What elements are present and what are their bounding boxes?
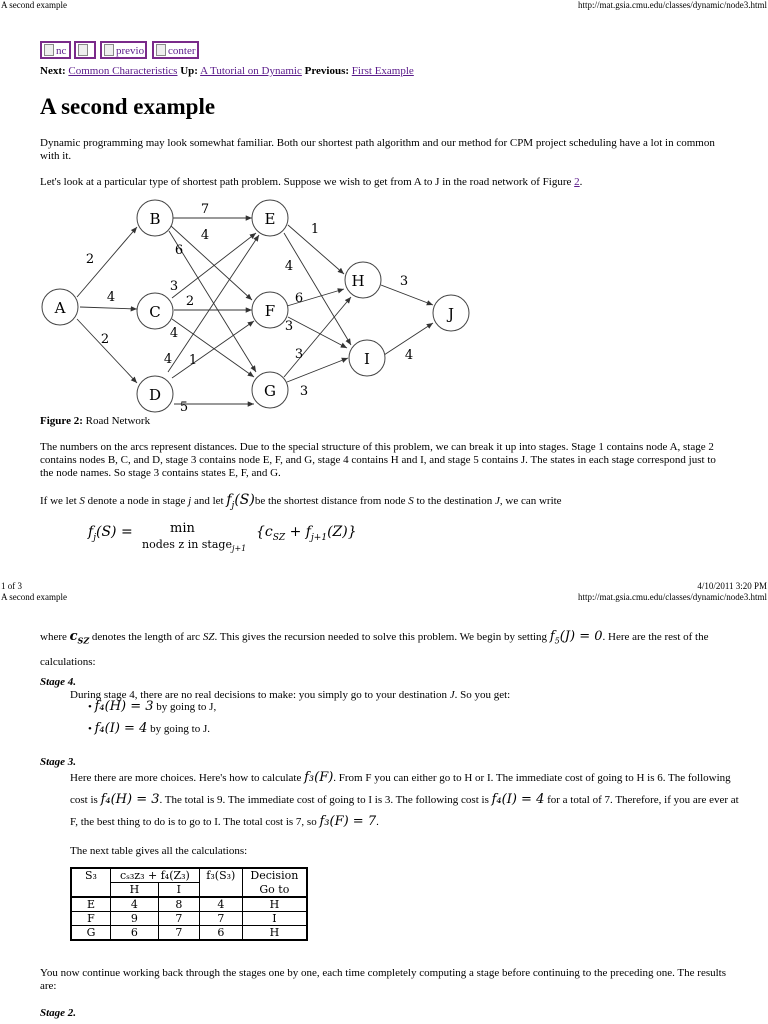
weight-e-h: 1 [310,222,320,237]
node-b-label: B [149,210,161,228]
weight-d-f: 1 [188,353,198,368]
figure-link[interactable]: 2 [574,176,580,188]
where-text-b: denotes the length of arc [89,631,203,643]
cell-h: 9 [111,912,159,926]
stage4-item-2-text: by going to J. [150,723,210,735]
stage3-text-2: . From F you can either go to H or I. The immediate cost of going to H is 6. The following cost is [70,772,731,806]
node-h-label: H [351,272,365,290]
cell-decision: H [242,926,307,941]
broken-image-icon [78,44,88,56]
formula-rhs-f: + f [289,524,311,540]
formula-rhs: $\{c_{SZ} + f_{j+1}(Z)\}$ [256,524,357,543]
node-c-label: C [149,303,161,321]
node-a-label: A [54,299,66,317]
stage3-math-3: f₄(I) = 4 [491,792,545,807]
stage4-item-2-math: f₄(I) = 4 [94,721,148,736]
fj-s-f: f [226,492,232,508]
weight-i-j: 4 [404,348,414,363]
print-header-title: A second example [1,0,67,10]
arc-a-c [80,307,137,309]
where-text-c: . This gives the recursion needed to solve this problem. We begin by setting [214,631,550,643]
where-text-d: . Here are the rest of the calculations: [40,631,709,668]
road-network-figure [40,195,480,415]
th-f3: f₃(S₃) [199,868,242,883]
th-s3: S₃ [71,868,111,883]
f5-f: f [549,629,555,644]
weight-c-e: 3 [169,279,179,294]
where-paragraph [40,627,730,672]
previous-link[interactable]: First Example [351,65,414,77]
stages-paragraph: The numbers on the arcs represent distances. Due to the special structure of this problem, we can break it up into stages. Stage 1 contains node A, stage 2 contains nodes B, C, and D, stage 3 contains node E, F, and G, stage 4 contains H and I, and stage 5 contains J. The states in each stage correspond just to the node names. So stage 3 contains states E, F, and G. [40,441,716,479]
broken-image-icon [104,44,114,56]
if-we-let-text-f: , we can write [499,495,562,507]
th-sub-i: I [158,883,199,898]
formula-rhs-z: (Z)} [327,524,357,540]
stage3-math-4: f₃(F) = 7 [319,814,377,829]
node-d-label: D [148,386,162,404]
lets-look-paragraph [40,176,730,189]
lets-look-end: . [579,176,583,188]
next-nav-button[interactable] [40,41,71,59]
stage4-item-1-text: by going to J, [156,701,217,713]
if-we-let-text-a: If we let [40,495,80,507]
weight-g-i: 3 [299,384,309,399]
contents-nav-button[interactable] [152,41,199,59]
recursion-formula: $f_j(S)$ = [88,524,133,543]
weight-h-j: 3 [399,274,409,289]
var-sz: SZ [202,631,215,643]
stage3-heading: Stage 3. [40,756,77,768]
broken-image-icon [44,44,54,56]
weight-e-i: 4 [284,259,294,274]
stage3-math-2: f₄(H) = 3 [100,792,160,807]
up-nav-button[interactable] [74,41,96,59]
csz-c: c [69,629,78,644]
page-title: A second example [40,94,216,119]
intro-paragraph: Dynamic programming may look somewhat familiar. Both our shortest path algorithm and our method for CPM project scheduling have a lot in common with it. [40,137,715,162]
figure-caption [40,415,150,428]
weight-d-g: 5 [179,400,189,415]
weight-b-g: 6 [174,243,184,258]
stage2-heading: Stage 2. [40,1007,77,1019]
stage3-table [70,867,308,941]
table-row [71,912,307,926]
th-cost: cₛ₃z₃ + f₄(Z₃) [111,868,200,883]
table-intro: The next table gives all the calculations: [70,845,248,857]
if-we-let-text-c: and let [191,495,227,507]
stage4-item-2: • f₄(I) = 4 by going to J. [88,721,210,736]
formula-rhs-c: {c [256,524,273,540]
cell-i: 7 [158,912,199,926]
weight-f-h: 6 [294,291,304,306]
stage4-var-j: J [449,689,455,701]
broken-image-icon [156,44,166,56]
weight-c-g: 4 [169,326,179,341]
lets-look-text: Let's look at a particular type of shortest path problem. Suppose we wish to get from A to J in the road network of Figure [40,176,575,188]
stage3-text-5: . [376,816,379,828]
cell-h: 6 [111,926,159,941]
stage4-item-1-math: f₄(H) = 3 [94,699,154,714]
node-f-label: F [264,302,276,320]
csz-math: $c_{SZ}$ [69,629,90,646]
node-g-label: G [264,382,276,400]
next-nav-button-text: nc [56,45,67,57]
weight-a-c: 4 [106,290,116,305]
formula-f: f [88,524,94,540]
stage3-text-4: for a total of 7. Therefore, if you are ever at F, the best thing to do is to go to I. The total cost is 7, so [70,794,739,828]
cell-i: 7 [158,926,199,941]
stage4-item-1: • f₄(H) = 3 by going to J, [88,699,217,714]
up-label: Up: [180,65,198,77]
fj-s-math: $f_j(S)$ [226,492,255,511]
cell-h: 4 [111,897,159,912]
cell-i: 8 [158,897,199,912]
arc-a-d [77,319,137,383]
stage3-text-3: . The total is 9. The immediate cost of going to I is 3. The following cost is [159,794,489,806]
th-s3-sub [71,883,111,898]
print-footer-date: 4/10/2011 3:20 PM [697,581,767,591]
contents-nav-button-text: conter [168,45,196,57]
formula-under: nodes z in stage$_{j+1}$ [142,538,247,554]
th-f3-sub [199,883,242,898]
stage3-math-1: f₃(F) [304,770,334,785]
th-sub-h: H [111,883,159,898]
if-we-let-text-d: be the shortest distance from node [254,495,409,507]
node-e-label: E [264,210,276,228]
table-row [71,926,307,941]
continue-paragraph: You now continue working back through the stages one by one, each time completely computing a stage before continuing to the preceding one. The results are: [40,967,727,992]
th-goto: Go to [242,883,307,898]
previous-nav-button[interactable] [100,41,147,59]
var-j: j [188,495,192,507]
cell-decision: H [242,897,307,912]
cell-decision: I [242,912,307,926]
cell-f: 6 [199,926,242,941]
cell-f: 4 [199,897,242,912]
previous-label: Previous: [304,65,350,77]
if-we-let-paragraph [40,494,740,513]
print-header2-title: A second example [1,592,67,602]
where-text-a: where [40,631,70,643]
weight-g-h: 3 [294,347,304,362]
weight-f-i: 3 [284,319,294,334]
th-decision: Decision [242,868,307,883]
arc-f-i [288,317,347,348]
stage3-text-1: Here there are more choices. Here's how to calculate [70,772,302,784]
next-link[interactable]: Common Characteristics [68,65,178,77]
figure-caption-text: Road Network [85,415,151,427]
var-j-dest: J [494,495,500,507]
stage4-text-b: . So you get: [454,689,511,701]
up-link[interactable]: A Tutorial on Dynamic [200,65,302,77]
node-j-label: J [447,305,455,323]
weight-a-d: 2 [100,332,110,347]
stage4-text-a: During stage 4, there are no real decisions to make: you simply go to your destination [70,689,450,701]
weight-b-e: 7 [200,202,210,217]
node-circles [42,200,469,412]
weight-a-b: 2 [85,252,95,267]
arc-g-h [284,297,351,377]
print-header-url: http://mat.gsia.cmu.edu/classes/dynamic/node3.html [578,0,767,10]
formula-min: min [170,521,195,536]
cell-state: E [71,897,111,912]
table-row [71,897,307,912]
stage3-paragraph [70,767,740,833]
if-we-let-text-b: denote a node in stage [84,495,189,507]
weight-c-f: 2 [185,294,195,309]
var-s: S [79,495,85,507]
formula-under-text: nodes z in stage [142,538,232,551]
arc-e-i [284,233,351,345]
cell-f: 7 [199,912,242,926]
node-i-label: I [364,350,370,368]
figure-caption-label: Figure 2: [40,415,83,427]
if-we-let-text-e: to the destination [413,495,495,507]
cell-state: G [71,926,111,941]
nav-links-line [40,65,414,78]
cell-state: F [71,912,111,926]
weight-b-f: 4 [200,228,210,243]
arc-c-e [169,233,256,298]
next-label: Next: [40,65,66,77]
stage4-heading: Stage 4. [40,676,77,688]
f5-math: $f_5(J) = 0$ [549,629,603,646]
print-header2-url: http://mat.gsia.cmu.edu/classes/dynamic/node3.html [578,592,767,602]
var-s2: S [408,495,414,507]
weight-d-e: 4 [163,352,173,367]
print-footer-page: 1 of 3 [1,581,22,591]
previous-nav-button-text: previo [116,45,145,57]
